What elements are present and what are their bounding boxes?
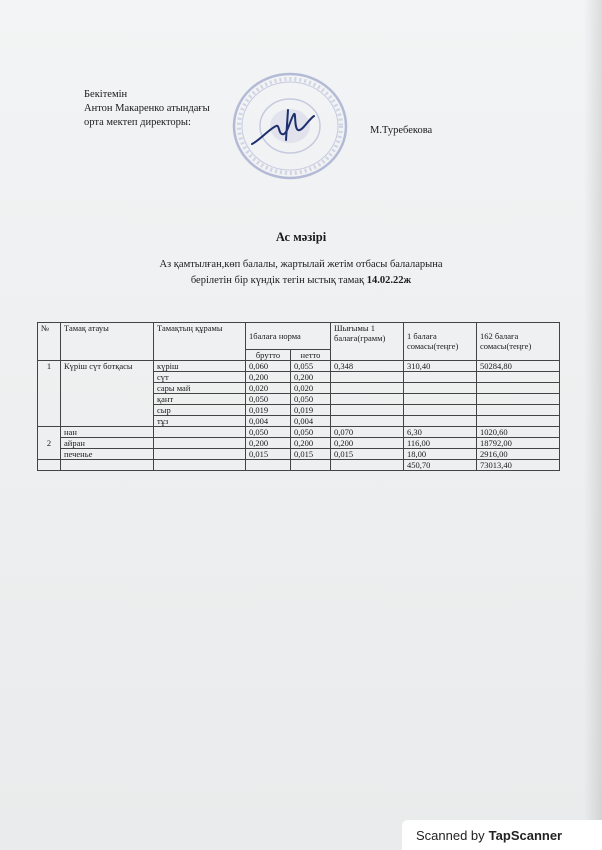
total-sum162: 73013,40 [477,460,560,471]
header-norm: 1балаға норма [246,323,331,350]
group2-num: 2 [38,427,61,460]
table-row: қант 0,050 0,050 [38,394,560,405]
subtitle-line-2: берілетін бір күндік тегін ыстық тамақ 14.02.22ж [190,275,412,286]
table-row: сүт 0,200 0,200 [38,372,560,383]
total-sum1: 450,70 [404,460,477,471]
header-net: нетто [291,350,331,361]
table-row: тұз 0,004 0,004 [38,416,560,427]
table-row: сары май 0,020 0,020 [38,383,560,394]
menu-table [37,322,560,471]
school-seal-stamp [230,70,350,182]
table-row: 1 Күріш сүт ботқасы күріш 0,060 0,055 0,348 310,40 50284,80 [38,361,560,372]
table-header-row [38,323,560,350]
document-title: Ас мәзірі [275,230,327,244]
document-subtitle [0,257,602,289]
group1-name: Күріш сүт ботқасы [61,361,154,427]
approval-line-1: Бекітемін [84,89,128,100]
scanner-watermark: Scanned by TapScanner [402,820,602,850]
approval-line-3: орта мектеп директоры: [84,117,191,128]
menu-date: 14.02.22ж [366,275,412,286]
approval-line-2: Антон Макаренко атындағы [84,103,210,114]
director-name: М.Туребекова [370,125,433,136]
header-name: Тамақ атауы [61,323,154,361]
table-row: сыр 0,019 0,019 [38,405,560,416]
table-totals-row [38,460,560,471]
group1-num: 1 [38,361,61,427]
header-composition: Тамақтың құрамы [154,323,246,361]
approval-block [84,88,210,130]
table-row: 2 нан 0,050 0,050 0,070 6,30 1020,60 [38,427,560,438]
table-row: айран 0,200 0,200 0,200 116,00 18792,00 [38,438,560,449]
header-sum1: 1 балаға сомасы(теңге) [404,323,477,361]
header-num: № [38,323,61,361]
subtitle-line-1: Аз қамтылған,көп балалы, жартылай жетім отбасы балаларына [159,259,443,270]
header-sum162: 162 балаға сомасы(теңге) [477,323,560,361]
header-gross: брутто [246,350,291,361]
table-row: печенье 0,015 0,015 0,015 18,00 2916,00 [38,449,560,460]
header-output: Шығымы 1 балаға(грамм) [331,323,404,361]
